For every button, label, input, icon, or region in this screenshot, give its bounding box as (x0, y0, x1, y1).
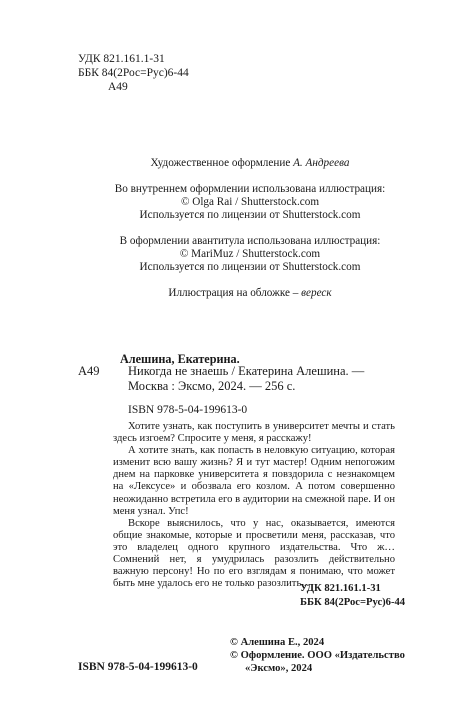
isbn-main: ISBN 978-5-04-199613-0 (78, 661, 198, 673)
annotation-paragraph: Хотите узнать, как поступить в университет мечты и стать здесь изгоем? Спросите у меня, я расскажу! (113, 421, 395, 445)
annotation-paragraph: Вскоре выяснилось, что у нас, оказывается, имеются общие знакомые, которые и просветили меня, рассказав, что это владелец одного крупного издательства. Что ж… Сомнений нет, я умудрилась разозлить действительно важную персону! Но по его взглядам я понимаю, что может быть мне удалось его не только разозлить... (113, 517, 395, 590)
inner-illustration-line-2: © Olga Rai / Shutterstock.com (180, 196, 320, 208)
art-designer-name: А. Андреева (293, 157, 350, 169)
credits-block (100, 157, 400, 300)
copyright-author: © Алешина Е., 2024 (230, 637, 325, 648)
classification-bbk: ББК 84(2Рос=Рус)6-44 (300, 596, 406, 608)
bib-title-line-2: Москва : Эксмо, 2024. — 256 с. (128, 379, 296, 393)
bbk-code: ББК 84(2Рос=Рус)6-44 (78, 67, 189, 79)
cover-illustration-name: вереск (301, 287, 332, 299)
udk-block (78, 52, 189, 94)
classification-udk: УДК 821.161.1-31 (300, 583, 381, 594)
bib-title-line-1: Никогда не знаешь / Екатерина Алешина. — (128, 364, 365, 378)
copyright-publisher-line-2: «Эксмо», 2024 (245, 663, 313, 674)
classification-block (300, 582, 405, 609)
copyright-block (230, 636, 405, 675)
inner-illustration-line-1: Во внутреннем оформлении использована иллюстрация: (114, 183, 386, 195)
frontispiece-illustration-line-2: © MariMuz / Shutterstock.com (179, 248, 321, 260)
annotation (113, 421, 395, 590)
copyright-publisher-line-1: © Оформление. ООО «Издательство (230, 650, 405, 661)
author-mark: А49 (108, 81, 128, 93)
art-design-credit (100, 157, 400, 170)
bib-author: Алешина, Екатерина. (120, 352, 240, 366)
art-design-label: Художественное оформление (150, 157, 294, 169)
frontispiece-illustration-line-3: Используется по лицензии от Shutterstock.com (139, 261, 361, 273)
bib-author-mark: А49 (78, 364, 100, 378)
udk-code: УДК 821.161.1-31 (78, 53, 165, 65)
inner-illustration-line-3: Используется по лицензии от Shutterstock.com (139, 209, 361, 221)
frontispiece-illustration-line-1: В оформлении авантитула использована иллюстрация: (119, 235, 381, 247)
cover-illustration-credit (100, 287, 400, 300)
bib-title-block (128, 364, 364, 394)
cover-illustration-label: Иллюстрация на обложке – (168, 287, 302, 299)
bib-isbn: ISBN 978-5-04-199613-0 (128, 404, 248, 416)
annotation-paragraph: А хотите знать, как попасть в неловкую ситуацию, которая изменит всю вашу жизнь? Я и тут мастер! Одним непогожим днем на парковке университета я повздорила с незнакомцем на «Лексусе» и обозвала его козлом. А потом совершенно неожиданно встретила его в аудитории на смежной паре. И он меня узнал. Упс! (113, 445, 395, 517)
